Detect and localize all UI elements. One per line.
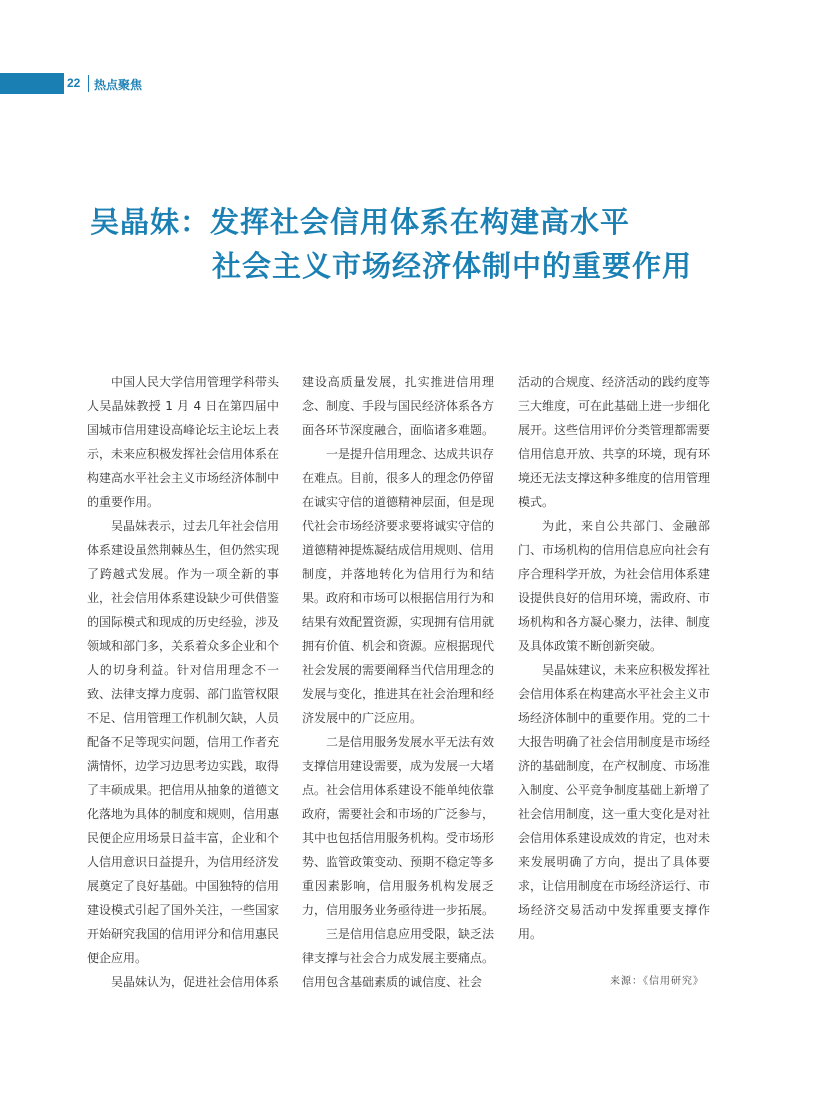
- paragraph: 中国人民大学信用管理学科带头人吴晶妹教授 1 月 4 日在第四届中国城市信用建设高峰论坛主论坛上表示，未来应积极发挥社会信用体系在构建高水平社会主义市场经济体制中的重要作用。: [87, 375, 280, 509]
- article-column-1: [87, 370, 279, 994]
- article-column-3: [518, 370, 710, 946]
- article-title-line-2: 社会主义市场经济体制中的重要作用: [212, 249, 693, 283]
- paragraph: 吴晶妹建议，未来应积极发挥社会信用体系在构建高水平社会主义市场经济体制中的重要作用。党的二十大报告明确了社会信用制度是市场经济的基础制度，在产权制度、市场准入制度、公平竞争制度基础上新增了社会信用制度，这一重大变化是对社会信用体系建设成效的肯定，也对未来发展明确了方向，提出了具体要求，让信用制度在市场经济运行、市场经济交易活动中发挥重要支撑作用。: [518, 663, 711, 941]
- page-number: 22: [67, 76, 81, 90]
- paragraph: 吴晶妹认为，促进社会信用体系: [111, 975, 280, 989]
- article-title-line-1: 吴晶妹：发挥社会信用体系在构建高水平: [90, 205, 631, 239]
- header-color-bar: [0, 73, 64, 94]
- paragraph: 建设高质量发展，扎实推进信用理念、制度、手段与国民经济体系各方面各环节深度融合，面临诸多难题。: [302, 375, 495, 437]
- article-source: 来源：《信用研究》: [610, 976, 704, 987]
- header-divider: [88, 75, 89, 92]
- paragraph: 一是提升信用理念、达成共识存在难点。目前，很多人的理念仍停留在诚实守信的道德精神层面，但是现代社会市场经济要求要将诚实守信的道德精神提炼凝结成信用规则、信用制度，并落地转化为信用行为和结果。政府和市场可以根据信用行为和结果有效配置资源，实现拥有信用就拥有价值、机会和资源。应根据现代社会发展的需要阐释当代信用理念的发展与变化，推进其在社会治理和经济发展中的广泛应用。: [302, 447, 495, 725]
- article-column-2: [302, 370, 494, 994]
- paragraph: 为此，来自公共部门、金融部门、市场机构的信用信息应向社会有序合理科学开放，为社会信用体系建设提供良好的信用环境，需政府、市场机构和各方凝心聚力，法律、制度及具体政策不断创新突破。: [518, 519, 711, 653]
- paragraph: 吴晶妹表示，过去几年社会信用体系建设虽然荆棘丛生，但仍然实现了跨越式发展。作为一项全新的事业，社会信用体系建设缺少可供借鉴的国际模式和现成的历史经验，涉及领域和部门多，关系着众多企业和个人的切身利益。针对信用理念不一致、法律支撑力度弱、部门监管权限不足、信用管理工作机制欠缺，人员配备不足等现实问题，信用工作者充满情怀，边学习边思考边实践，取得了丰硕成果。把信用从抽象的道德文化落地为具体的制度和规则，信用惠民便企应用场景日益丰富，企业和个人信用意识日益提升，为信用经济发展奠定了良好基础。中国独特的信用建设模式引起了国外关注，一些国家开始研究我国的信用评分和信用惠民便企应用。: [87, 519, 280, 965]
- section-name: 热点聚焦: [94, 78, 143, 92]
- paragraph: 三是信用信息应用受限，缺乏法律支撑与社会合力成发展主要痛点。信用包含基础素质的诚信度、社会: [302, 927, 495, 989]
- paragraph: 活动的合规度、经济活动的践约度等三大维度，可在此基础上进一步细化展开。这些信用评价分类管理都需要信用信息开放、共享的环境，现有环境还无法支撑这种多维度的信用管理模式。: [518, 375, 711, 509]
- paragraph: 二是信用服务发展水平无法有效支撑信用建设需要，成为发展一大堵点。社会信用体系建设不能单纯依靠政府，需要社会和市场的广泛参与，其中也包括信用服务机构。受市场形势、监管政策变动、预期不稳定等多重因素影响，信用服务机构发展乏力，信用服务业务亟待进一步拓展。: [302, 735, 495, 917]
- article-title: [90, 200, 692, 288]
